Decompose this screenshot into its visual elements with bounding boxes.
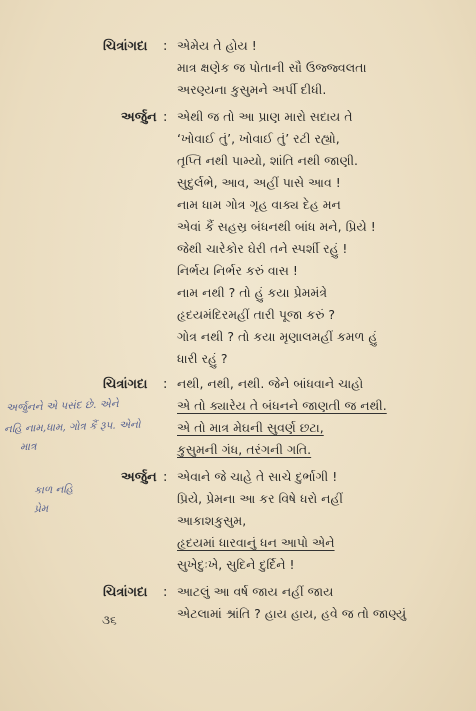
verse-line: ‘ખોવાઈ તું’, ખોવાઈ તું’ રટી રહ્યો, — [177, 131, 340, 146]
speaker-name: ચિત્રાંગદા — [103, 377, 148, 392]
verse-line: સુખેદુઃખે, સુદિને દુર્દિને ! — [177, 557, 295, 572]
verse-line: એટલામાં શ્રાંતિ ? હાય હાય, હવે જ તો જાણ્યું — [177, 606, 407, 621]
margin-note: અર્જુનને એ પસંદ છે. એને — [5, 398, 119, 414]
verse-line: નામ નથી ? તો હું કયા પ્રેમમંત્રે — [177, 285, 328, 300]
speaker-colon: : — [163, 39, 168, 54]
verse-line: ધારી રહું ? — [177, 351, 228, 366]
verse-line: આટલું આ વર્ષ જાય નહીં જાય — [177, 584, 334, 599]
verse-line: એવાને જે ચાહે તે સાચે દુર્ભાગી ! — [177, 469, 338, 484]
verse-line-underlined: હૃદયમાં ધારવાનું ધન આપો એને — [177, 535, 335, 550]
margin-note: નહિ નામ,ધામ, ગોત્ર કૈં રૂપ. એનો — [3, 418, 141, 436]
verse-line-underlined: એ તો માત્ર મેઘની સુવર્ણ છટા, — [177, 420, 324, 435]
verse-line-underlined: એ તો ક્યારેય તે બંધનને જાણતી જ નથી. — [177, 398, 387, 413]
speaker-name: ચિત્રાંગદા — [103, 585, 148, 600]
page-number: ૩૬ — [102, 613, 117, 627]
verse-line: તૃપ્તિ નથી પામ્યો, શાંતિ નથી જાણી. — [177, 153, 359, 168]
verse-line: આકાશકુસુમ, — [177, 513, 247, 528]
verse-line: અરણ્યના કુસુમને અર્પી દીધી. — [177, 82, 327, 97]
margin-note: પ્રેમ — [33, 502, 49, 516]
verse-line: એથી જ તો આ પ્રાણ મારો સદાય તે — [177, 109, 353, 124]
margin-note: કાળ નહિ — [33, 483, 74, 497]
verse-line: નામ ધામ ગોત્ર ગૃહ વાક્ય દેહ મન — [177, 197, 341, 212]
speaker-colon: : — [163, 110, 168, 125]
speaker-colon: : — [163, 377, 168, 392]
verse-line: સુદુર્લભે, આવ, અહીં પાસે આવ ! — [177, 175, 341, 190]
verse-line: એમેય તે હોય ! — [177, 38, 257, 53]
verse-line: જેથી ચારેકોર ઘેરી તને સ્પર્શી રહું ! — [177, 241, 348, 256]
verse-line: ગોત્ર નથી ? તો કયા મૃણાલમહીં કમળ હું — [177, 329, 378, 344]
speaker-name: અર્જુન — [121, 470, 157, 485]
margin-note: માત્ર — [19, 440, 37, 454]
speaker-colon: : — [163, 470, 168, 485]
verse-line: નિર્ભય નિર્ભર કરું વાસ ! — [177, 263, 298, 278]
speaker-colon: : — [163, 585, 168, 600]
verse-line: હૃદયમંદિરમહીં તારી પૂજા કરું ? — [177, 307, 335, 322]
verse-line: પ્રિયે, પ્રેમના આ કર વિષે ધરો નહીં — [177, 491, 343, 506]
verse-line: માત્ર ક્ષણેક જ પોતાની સૌ ઉજ્જ્વલતા — [177, 60, 367, 75]
speaker-name: અર્જુન — [121, 110, 157, 125]
speaker-name: ચિત્રાંગદા — [103, 39, 148, 54]
verse-line: નથી, નથી, નથી. જેને બાંધવાને ચાહો — [177, 376, 364, 391]
verse-line-underlined: કુસુમની ગંધ, તરંગની ગતિ. — [177, 442, 312, 457]
verse-line: એવાં કૈં સહસ્ર બંધનથી બાંધ મને, પ્રિયે ! — [177, 219, 376, 234]
